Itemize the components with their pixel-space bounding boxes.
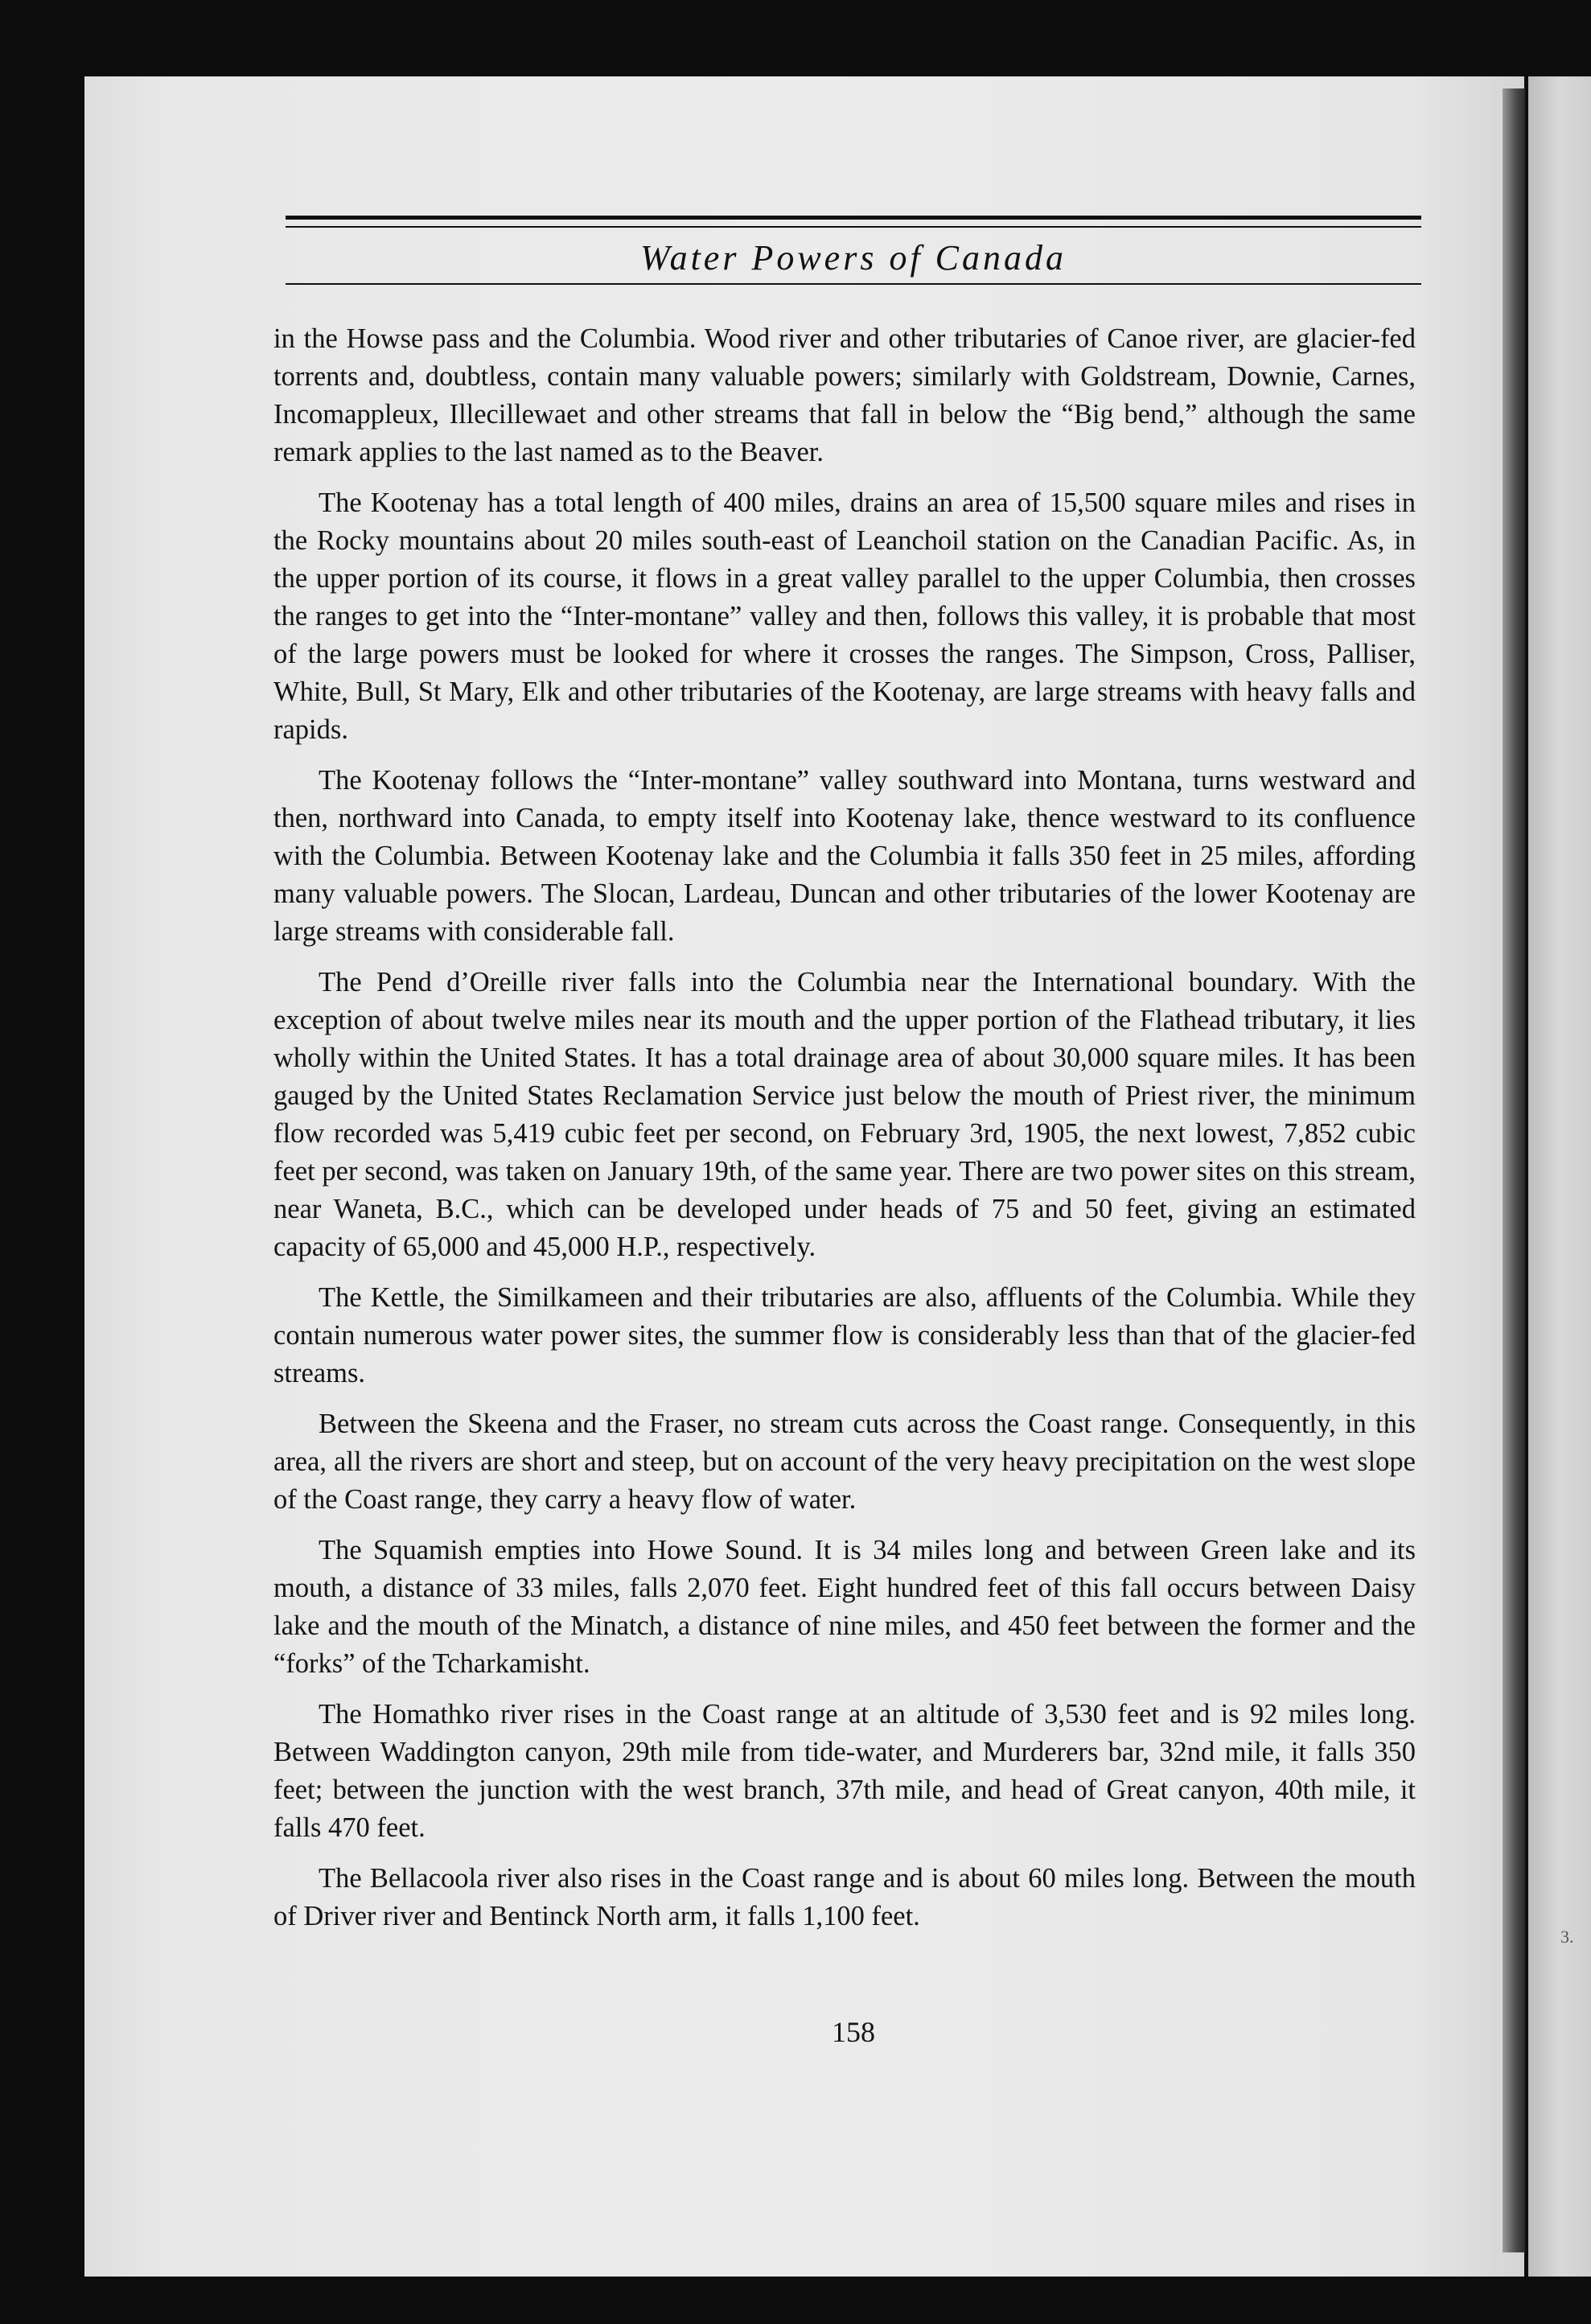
paragraph-pend-oreille: The Pend d’Oreille river falls into the Columbia near the International boundary. With the exception of about twelve miles near its mouth and the upper portion of the Flathead tributary, it lies wholly within the United States. It has a total drainage area of about 30,000 square miles. It has been gauged by the United States Reclamation Service just below the mouth of Priest river, the minimum flow recorded was 5,419 cubic feet per second, on February 3rd, 1905, the next lowest, 7,852 cubic feet per second, was taken on January 19th, of the same year. There are two power sites on this stream, near Waneta, B.C., which can be developed under heads of 75 and 50 feet, giving an estimated capacity of 65,000 and 45,000 H.P., respectively.: [273, 967, 1416, 1262]
header-rule-bottom: [286, 283, 1421, 285]
spine-shadow: [1503, 88, 1525, 2252]
running-head: Water Powers of Canada: [639, 238, 1067, 278]
facing-page-edge: [1528, 76, 1591, 2277]
body-text: [273, 320, 1416, 1948]
paragraph-continued: in the Howse pass and the Columbia. Wood river and other tributaries of Canoe river, are glacier-fed torrents and, doubtless, contain many valuable powers; similarly with Goldstream, Downie, Carnes, Incomappleux, Illecillewaet and other streams that fall in below the “Big bend,” although the same remark applies to the last named as to the Beaver.: [273, 323, 1416, 467]
header-rule-thin: [286, 226, 1421, 228]
paragraph-coast-range: Between the Skeena and the Fraser, no stream cuts across the Coast range. Consequently, in this area, all the rivers are short and steep, but on account of the very heavy precipitation on the west slope of the Coast range, they carry a heavy flow of water.: [273, 1409, 1416, 1515]
page-number: 158: [832, 2016, 875, 2048]
paragraph-squamish: The Squamish empties into Howe Sound. It is 34 miles long and between Green lake and its mouth, a distance of 33 miles, falls 2,070 feet. Eight hundred feet of this fall occurs between Daisy lake and the mouth of the Minatch, a distance of nine miles, and 450 feet between the former and the “forks” of the Tcharkamisht.: [273, 1535, 1416, 1679]
facing-page-glyph: 3.: [1560, 1927, 1574, 1947]
paragraph-kootenay-course: The Kootenay follows the “Inter-montane” valley southward into Montana, turns westward and then, northward into Canada, to empty itself into Kootenay lake, thence westward to its confluence with the Columbia. Between Kootenay lake and the Columbia it falls 350 feet in 25 miles, affording many valuable powers. The Slocan, Lardeau, Duncan and other tributaries of the lower Kootenay are large streams with considerable fall.: [273, 765, 1416, 947]
paragraph-kettle: The Kettle, the Similkameen and their tributaries are also, affluents of the Columbia. While they contain numerous water power sites, the summer flow is considerably less than that of the glacier-fed streams.: [273, 1282, 1416, 1388]
paragraph-homathko: The Homathko river rises in the Coast range at an altitude of 3,530 feet and is 92 miles long. Between Waddington canyon, 29th mile from tide-water, and Murderers bar, 32nd mile, it falls 350 feet; between the junction with the west branch, 37th mile, and head of Great canyon, 40th mile, it falls 470 feet.: [273, 1699, 1416, 1843]
paragraph-bellacoola: The Bellacoola river also rises in the Coast range and is about 60 miles long. Between the mouth of Driver river and Bentinck North arm, it falls 1,100 feet.: [273, 1863, 1416, 1931]
header-rule-thick: [286, 216, 1421, 220]
paragraph-kootenay: The Kootenay has a total length of 400 miles, drains an area of 15,500 square miles and rises in the Rocky mountains about 20 miles south-east of Leanchoil station on the Canadian Pacific. As, in the upper portion of its course, it flows in a great valley parallel to the upper Columbia, then crosses the ranges to get into the “Inter-montane” valley and then, follows this valley, it is probable that most of the large powers must be looked for where it crosses the ranges. The Simpson, Cross, Palliser, White, Bull, St Mary, Elk and other tributaries of the Kootenay, are large streams with heavy falls and rapids.: [273, 487, 1416, 745]
